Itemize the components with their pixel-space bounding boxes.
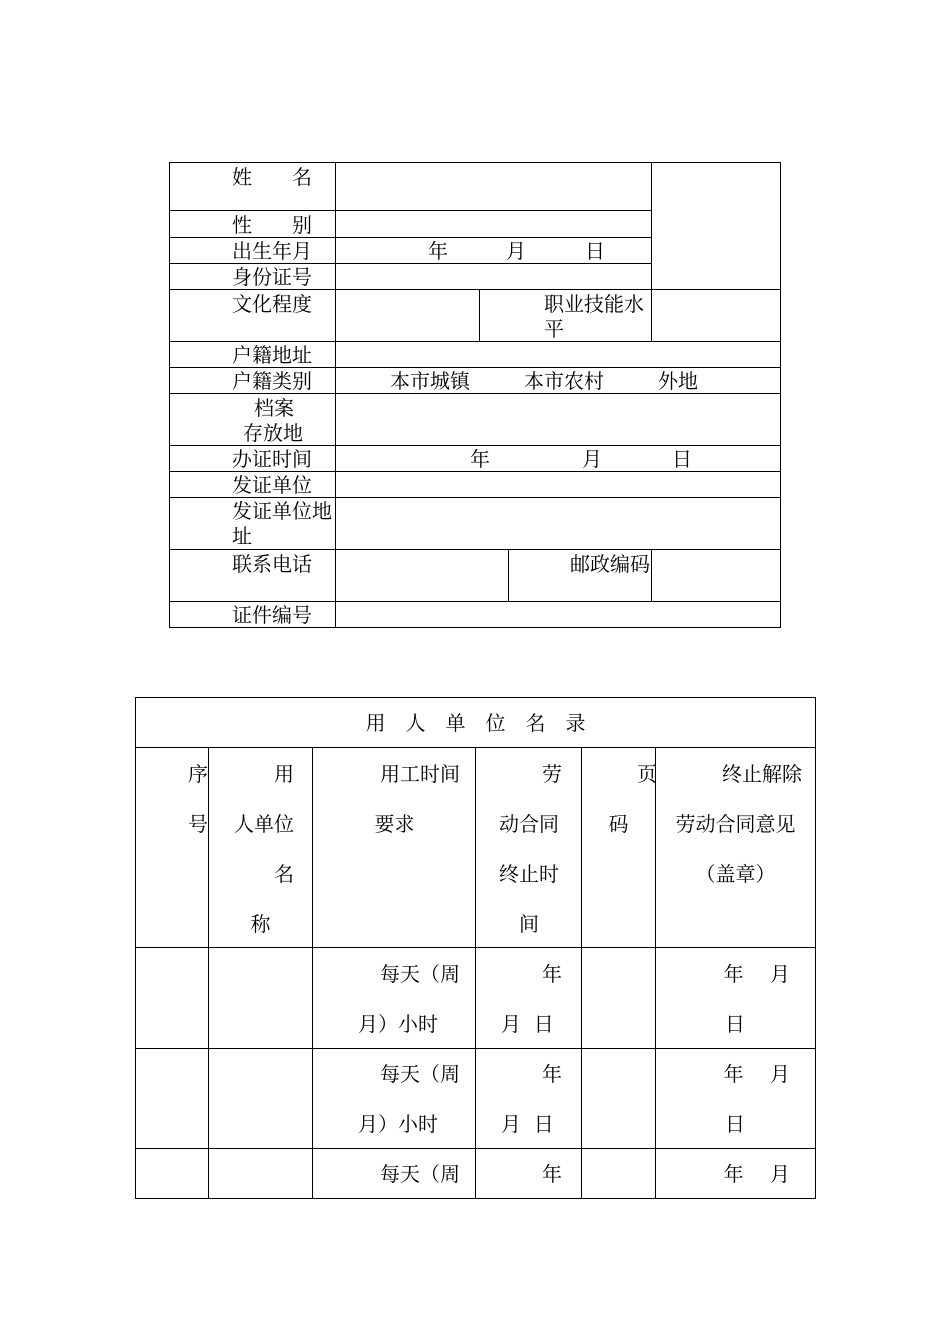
- photo-box: [652, 163, 780, 289]
- phone-label: 联系电话: [232, 552, 312, 576]
- id-label: 身份证号: [232, 265, 312, 289]
- opinion-cell-line2: 日: [725, 1012, 745, 1036]
- seq-header-line2: 号: [188, 812, 208, 836]
- grid-line: [169, 367, 781, 368]
- end-date-cell-line1: 年: [542, 1162, 562, 1186]
- hukou-option-urban[interactable]: 本市城镇: [390, 369, 470, 393]
- archive-field[interactable]: [336, 394, 780, 445]
- contract-end-header-line2: 动合同: [499, 812, 559, 836]
- grid-line: [479, 289, 480, 342]
- birth-year-unit: 年: [428, 239, 448, 263]
- gender-label: 性 别: [232, 213, 312, 237]
- border-line: [780, 162, 781, 628]
- hukou-option-nonlocal[interactable]: 外地: [658, 369, 698, 393]
- hours-cell-line1: 每天（周: [380, 1062, 460, 1086]
- contract-end-header-line3: 终止时: [499, 862, 559, 886]
- border-line: [169, 627, 781, 628]
- opinion-header-line1: 终止解除: [722, 762, 802, 786]
- issue-day-unit: 日: [672, 447, 692, 471]
- issuer-address-field[interactable]: [336, 498, 780, 549]
- issue-date-label: 办证时间: [232, 447, 312, 471]
- border-line: [815, 697, 816, 1199]
- hours-cell-line2: 月）小时: [358, 1012, 438, 1036]
- phone-field[interactable]: [336, 550, 508, 601]
- opinion-header-line2: 劳动合同意见: [675, 812, 796, 836]
- hours-cell-line1: 每天（周: [380, 962, 460, 986]
- archive-label-line2: 存放地: [243, 421, 303, 445]
- birth-day-unit: 日: [585, 239, 605, 263]
- education-field[interactable]: [336, 290, 479, 341]
- id-field[interactable]: [336, 264, 651, 289]
- grid-line: [169, 445, 781, 446]
- page-header-line1: 页: [637, 762, 657, 786]
- birth-month-unit: 月: [506, 239, 526, 263]
- cert-no-label: 证件编号: [232, 603, 312, 627]
- name-field[interactable]: [336, 163, 651, 210]
- grid-line: [508, 549, 509, 602]
- hukou-address-label: 户籍地址: [232, 343, 312, 367]
- issue-month-unit: 月: [582, 447, 602, 471]
- archive-label-line1: 档案: [254, 396, 294, 420]
- end-date-cell-line1: 年: [542, 1062, 562, 1086]
- skill-field[interactable]: [652, 290, 780, 341]
- employer-header-line3: 名: [274, 862, 294, 886]
- education-label: 文化程度: [232, 292, 312, 316]
- opinion-cell-line1: 年 月: [723, 1162, 790, 1186]
- cert-no-field[interactable]: [336, 602, 780, 627]
- contract-end-header-line1: 劳: [542, 762, 562, 786]
- opinion-cell-line1: 年 月: [723, 1062, 790, 1086]
- end-date-cell-line2: 月 日: [501, 1012, 554, 1036]
- hours-cell-line2: 月）小时: [358, 1112, 438, 1136]
- issue-year-unit: 年: [470, 447, 490, 471]
- employer-header-line4: 称: [250, 912, 271, 936]
- hukou-type-label: 户籍类别: [232, 369, 312, 393]
- seq-header-line1: 序: [188, 762, 208, 786]
- end-date-cell-line2: 月 日: [501, 1112, 554, 1136]
- postcode-label: 邮政编码: [570, 552, 650, 576]
- skill-label: 职业技能水平: [544, 292, 644, 341]
- issuer-address-label: 发证单位地址: [232, 499, 332, 548]
- contract-end-header-line4: 间: [519, 912, 539, 936]
- register-title: 用 人 单 位 名 录: [365, 711, 586, 735]
- border-line: [169, 162, 170, 628]
- grid-line: [169, 237, 652, 238]
- issuer-label: 发证单位: [232, 473, 312, 497]
- employer-header-line1: 用: [274, 762, 294, 786]
- opinion-header-line3: （盖章）: [695, 862, 776, 886]
- hukou-address-field[interactable]: [336, 342, 780, 367]
- gender-field[interactable]: [336, 211, 651, 237]
- hukou-option-rural[interactable]: 本市农村: [524, 369, 604, 393]
- name-label: 姓 名: [232, 165, 312, 189]
- hours-header-line2: 要求: [374, 812, 415, 836]
- page-header-line2: 码: [608, 812, 629, 836]
- end-date-cell-line1: 年: [542, 962, 562, 986]
- postcode-field[interactable]: [652, 550, 780, 601]
- hours-cell-line1: 每天（周: [380, 1162, 460, 1186]
- opinion-cell-line2: 日: [725, 1112, 745, 1136]
- opinion-cell-line1: 年 月: [723, 962, 790, 986]
- hours-header-line1: 用工时间: [380, 762, 460, 786]
- issuer-field[interactable]: [336, 472, 780, 497]
- employer-header-line2: 人单位: [234, 812, 294, 836]
- birth-label: 出生年月: [232, 239, 312, 263]
